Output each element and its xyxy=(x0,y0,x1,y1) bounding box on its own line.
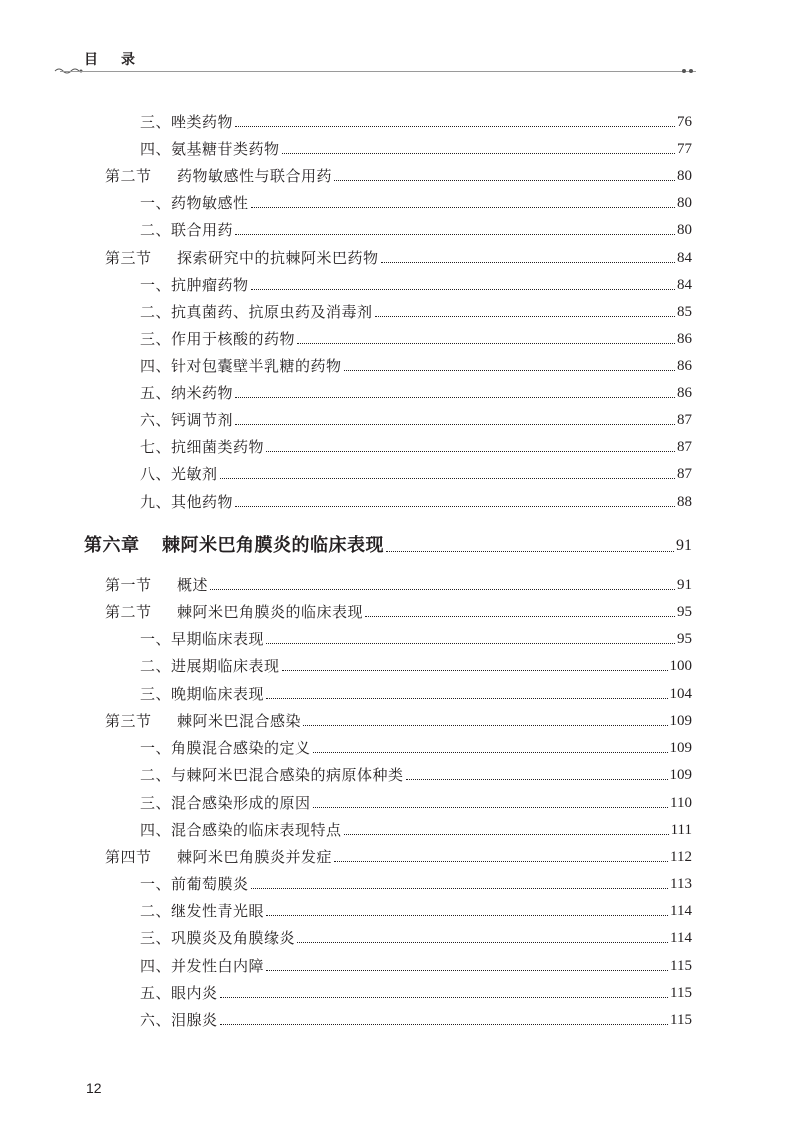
dot-leader xyxy=(266,698,667,699)
toc-subsection-entry xyxy=(140,379,692,403)
toc-entry-page: 100 xyxy=(669,658,692,674)
toc-entry-page: 76 xyxy=(677,114,692,130)
toc-subsection-entry xyxy=(140,979,692,1003)
dot-leader xyxy=(282,670,668,671)
toc-subsection-entry xyxy=(140,897,692,921)
toc-entry-number: 第一节 xyxy=(105,576,152,594)
toc-entry-label: 三、混合感染形成的原因 xyxy=(140,794,311,812)
toc-subsection-entry xyxy=(140,952,692,976)
toc-subsection-entry xyxy=(140,216,692,240)
toc-entry-number: 第四节 xyxy=(105,848,152,866)
toc-subsection-entry xyxy=(140,298,692,322)
toc-section-entry xyxy=(105,843,692,867)
dot-leader xyxy=(210,589,675,590)
toc-entry-label: 三、唑类药物 xyxy=(140,113,234,131)
toc-section-entry xyxy=(105,162,692,186)
dot-leader xyxy=(297,942,668,943)
toc-entry-label: 棘阿米巴角膜炎的临床表现 xyxy=(162,535,384,556)
toc-entry-page: 114 xyxy=(670,903,692,919)
toc-entry-label: 一、抗肿瘤药物 xyxy=(140,276,249,294)
toc-entry-label: 六、钙调节剂 xyxy=(140,411,234,429)
toc-entry-number: 第三节 xyxy=(105,249,152,267)
toc-subsection-entry xyxy=(140,325,692,349)
toc-entry-page: 85 xyxy=(677,304,692,320)
dot-leader xyxy=(297,343,675,344)
toc-entry-label: 四、并发性白内障 xyxy=(140,957,265,975)
toc-entry-label: 棘阿米巴角膜炎的临床表现 xyxy=(177,603,364,621)
dot-leader xyxy=(375,316,675,317)
dot-leader xyxy=(303,725,667,726)
toc-subsection-entry xyxy=(140,924,692,948)
toc-entry-label: 八、光敏剂 xyxy=(140,465,218,483)
toc-entry-label: 概述 xyxy=(177,576,209,594)
toc-entry-number: 第二节 xyxy=(105,167,152,185)
dot-leader xyxy=(386,551,674,552)
toc-subsection-entry xyxy=(140,406,692,430)
dot-leader xyxy=(266,915,668,916)
toc-entry-label: 四、氨基糖苷类药物 xyxy=(140,140,280,158)
toc-entry-page: 111 xyxy=(670,822,692,838)
toc-entry-page: 87 xyxy=(677,466,692,482)
toc-entry-label: 二、与棘阿米巴混合感染的病原体种类 xyxy=(140,766,404,784)
toc-subsection-entry xyxy=(140,761,692,785)
toc-entry-label: 一、药物敏感性 xyxy=(140,194,249,212)
toc-entry-page: 109 xyxy=(669,740,692,756)
toc-subsection-entry xyxy=(140,135,692,159)
toc-entry-page: 87 xyxy=(677,412,692,428)
dot-leader xyxy=(251,888,669,889)
toc-subsection-entry xyxy=(140,789,692,813)
toc-entry-label: 四、针对包囊壁半乳糖的药物 xyxy=(140,357,342,375)
toc-entry-page: 104 xyxy=(669,686,692,702)
toc-entry-label: 一、早期临床表现 xyxy=(140,630,265,648)
dot-leader xyxy=(334,861,668,862)
toc-entry-page: 114 xyxy=(670,930,692,946)
dot-leader xyxy=(235,126,675,127)
toc-subsection-entry xyxy=(140,652,692,676)
toc-entry-page: 77 xyxy=(677,141,692,157)
toc-entry-label: 九、其他药物 xyxy=(140,493,234,511)
dot-leader xyxy=(235,506,675,507)
toc-entry-label: 探索研究中的抗棘阿米巴药物 xyxy=(177,249,379,267)
toc-subsection-entry xyxy=(140,870,692,894)
dot-leader xyxy=(251,289,675,290)
dot-leader xyxy=(235,424,675,425)
dot-leader xyxy=(313,752,668,753)
dot-leader xyxy=(344,834,669,835)
toc-entry-label: 棘阿米巴角膜炎并发症 xyxy=(177,848,333,866)
toc-entry-page: 91 xyxy=(677,577,692,593)
toc-entry-label: 五、纳米药物 xyxy=(140,384,234,402)
dot-leader xyxy=(266,451,675,452)
toc-entry-label: 三、巩膜炎及角膜缘炎 xyxy=(140,929,296,947)
toc-section-entry xyxy=(105,598,692,622)
dot-leader xyxy=(220,478,675,479)
toc-entry-label: 三、晚期临床表现 xyxy=(140,685,265,703)
toc-subsection-entry xyxy=(140,680,692,704)
toc-entry-label: 一、角膜混合感染的定义 xyxy=(140,739,311,757)
toc-entry-label: 一、前葡萄膜炎 xyxy=(140,875,249,893)
toc-section-entry xyxy=(105,244,692,268)
dot-leader xyxy=(220,1024,669,1025)
toc-entry-label: 七、抗细菌类药物 xyxy=(140,438,265,456)
toc-entry-page: 86 xyxy=(677,331,692,347)
toc-entry-label: 二、抗真菌药、抗原虫药及消毒剂 xyxy=(140,303,373,321)
dot-leader xyxy=(334,180,675,181)
dot-leader xyxy=(266,643,675,644)
toc-subsection-entry xyxy=(140,433,692,457)
dot-leader xyxy=(381,262,675,263)
header-title-char-1: 目 xyxy=(84,52,99,68)
toc-subsection-entry xyxy=(140,189,692,213)
toc-entry-label: 六、泪腺炎 xyxy=(140,1011,218,1029)
toc-entry-label: 二、联合用药 xyxy=(140,221,234,239)
toc-entry-page: 115 xyxy=(670,985,692,1001)
page-number: 12 xyxy=(86,1080,102,1096)
toc-entry-page: 112 xyxy=(670,849,692,865)
dot-leader xyxy=(235,234,675,235)
toc-entry-page: 91 xyxy=(676,537,692,554)
toc-entry-number: 第三节 xyxy=(105,712,152,730)
toc-entry-page: 88 xyxy=(677,494,692,510)
toc-entry-page: 86 xyxy=(677,358,692,374)
toc-entry-page: 95 xyxy=(677,631,692,647)
toc-entry-page: 110 xyxy=(670,795,692,811)
toc-subsection-entry xyxy=(140,352,692,376)
toc-entry-page: 113 xyxy=(670,876,692,892)
toc-entry-page: 109 xyxy=(669,767,692,783)
dot-leader xyxy=(266,970,668,971)
header-title-char-2: 录 xyxy=(121,52,136,68)
dot-leader xyxy=(235,397,675,398)
toc-entry-page: 115 xyxy=(670,1012,692,1028)
dot-leader xyxy=(344,370,675,371)
toc-entry-page: 87 xyxy=(677,439,692,455)
toc-entry-label: 三、作用于核酸的药物 xyxy=(140,330,296,348)
toc-entry-label: 药物敏感性与联合用药 xyxy=(177,167,333,185)
toc-entry-number: 第六章 xyxy=(84,535,140,556)
toc-entry-page: 84 xyxy=(677,277,692,293)
toc-section-entry xyxy=(105,571,692,595)
dot-leader xyxy=(251,207,675,208)
dot-leader xyxy=(365,616,675,617)
toc-subsection-entry xyxy=(140,625,692,649)
toc-subsection-entry xyxy=(140,108,692,132)
dot-leader xyxy=(282,153,675,154)
toc-entry-page: 80 xyxy=(677,195,692,211)
toc-section-entry xyxy=(105,707,692,731)
toc-chapter-entry xyxy=(84,530,692,558)
toc-subsection-entry xyxy=(140,271,692,295)
toc-entry-label: 棘阿米巴混合感染 xyxy=(177,712,302,730)
toc-subsection-entry xyxy=(140,1006,692,1030)
toc-entry-page: 95 xyxy=(677,604,692,620)
dot-leader xyxy=(406,779,668,780)
toc-subsection-entry xyxy=(140,488,692,512)
toc-entry-label: 二、进展期临床表现 xyxy=(140,657,280,675)
toc-entry-label: 四、混合感染的临床表现特点 xyxy=(140,821,342,839)
toc-subsection-entry xyxy=(140,734,692,758)
toc-subsection-entry xyxy=(140,460,692,484)
toc-entry-label: 五、眼内炎 xyxy=(140,984,218,1002)
toc-entry-page: 86 xyxy=(677,385,692,401)
toc-entry-page: 80 xyxy=(677,222,692,238)
dot-leader xyxy=(313,807,669,808)
toc-entry-page: 84 xyxy=(677,250,692,266)
toc-entry-page: 115 xyxy=(670,958,692,974)
toc-subsection-entry xyxy=(140,816,692,840)
toc-entry-label: 二、继发性青光眼 xyxy=(140,902,265,920)
toc-entry-page: 80 xyxy=(677,168,692,184)
toc-entry-page: 109 xyxy=(669,713,692,729)
dot-leader xyxy=(220,997,669,998)
toc-entry-number: 第二节 xyxy=(105,603,152,621)
